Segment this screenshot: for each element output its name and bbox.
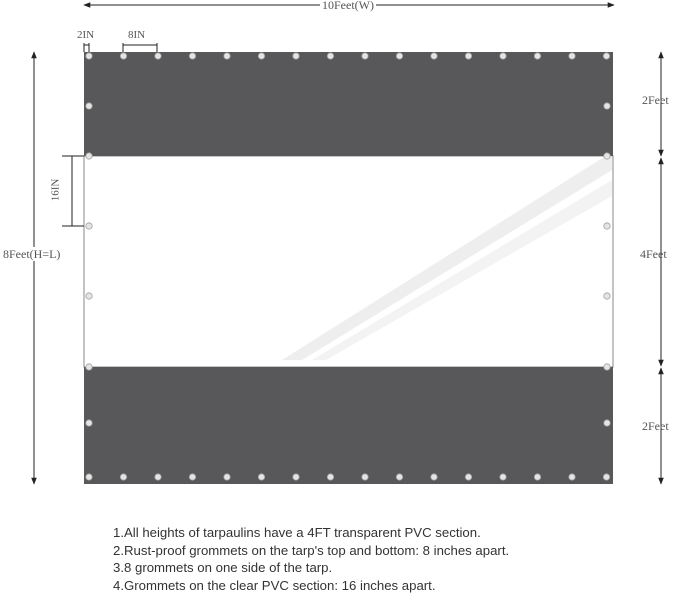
bottom-grommet [224,474,230,480]
right-side-grommet [604,293,610,299]
left-side-grommet [86,153,92,159]
right-side-grommet [604,223,610,229]
bottom-grommet [86,474,92,480]
bottom-grommet [293,474,299,480]
clear-spacing-bracket [62,156,84,226]
bottom-grommet [120,474,126,480]
note-3: 3.8 grommets on one side of the tarp. [113,560,333,575]
right-side-grommet [604,103,610,109]
clear-pvc-section [84,156,613,367]
top-grommet [293,53,299,59]
bottom-tarp-section [84,367,613,484]
width-label: 10Feet(W) [322,0,374,12]
bottom-grommet [155,474,161,480]
right-side-grommet [604,364,610,370]
left-side-grommet [86,420,92,426]
right-side-grommet [604,420,610,426]
bottom-grommet [569,474,575,480]
top-grommet [362,53,368,59]
bottom-grommet [603,474,609,480]
note-4: 4.Grommets on the clear PVC section: 16 inches apart. [113,577,436,593]
bottom-grommet [396,474,402,480]
top-grommet [431,53,437,59]
bottom-grommet [465,474,471,480]
bottom-grommet [189,474,195,480]
middle-section-label: 4Feet [640,247,667,261]
top-grommet [603,53,609,59]
bottom-section-label: 2Feet [642,419,669,433]
top-grommet [396,53,402,59]
top-grommet [224,53,230,59]
note-1: 1.All heights of tarpaulins have a 4FT transparent PVC section. [113,525,481,540]
top-tarp-section [84,52,613,156]
top-grommet [189,53,195,59]
grommet-spacing-label: 8IN [128,29,146,41]
top-section-label: 2Feet [642,93,669,107]
height-label: 8Feet(H=L) [3,247,61,261]
top-grommet [327,53,333,59]
top-grommet [258,53,264,59]
right-side-grommet [604,153,610,159]
top-grommet [500,53,506,59]
left-side-grommet [86,103,92,109]
top-grommet [120,53,126,59]
grommet-spacing-bracket [123,43,157,52]
top-grommet [534,53,540,59]
left-side-grommet [86,364,92,370]
edge-offset-bracket [84,43,89,52]
bottom-grommet [500,474,506,480]
bottom-grommet [362,474,368,480]
left-side-grommet [86,293,92,299]
top-grommet [86,53,92,59]
bottom-grommet [327,474,333,480]
top-grommet [569,53,575,59]
notes-list [113,524,509,594]
bottom-grommet [534,474,540,480]
clear-spacing-label: 16IN [49,178,62,202]
top-grommet [155,53,161,59]
top-grommet [465,53,471,59]
left-side-grommet [86,223,92,229]
note-2: 2.Rust-proof grommets on the tarp's top and bottom: 8 inches apart. [113,542,510,558]
bottom-grommet [431,474,437,480]
bottom-grommet [258,474,264,480]
edge-offset-label: 2IN [77,29,95,41]
